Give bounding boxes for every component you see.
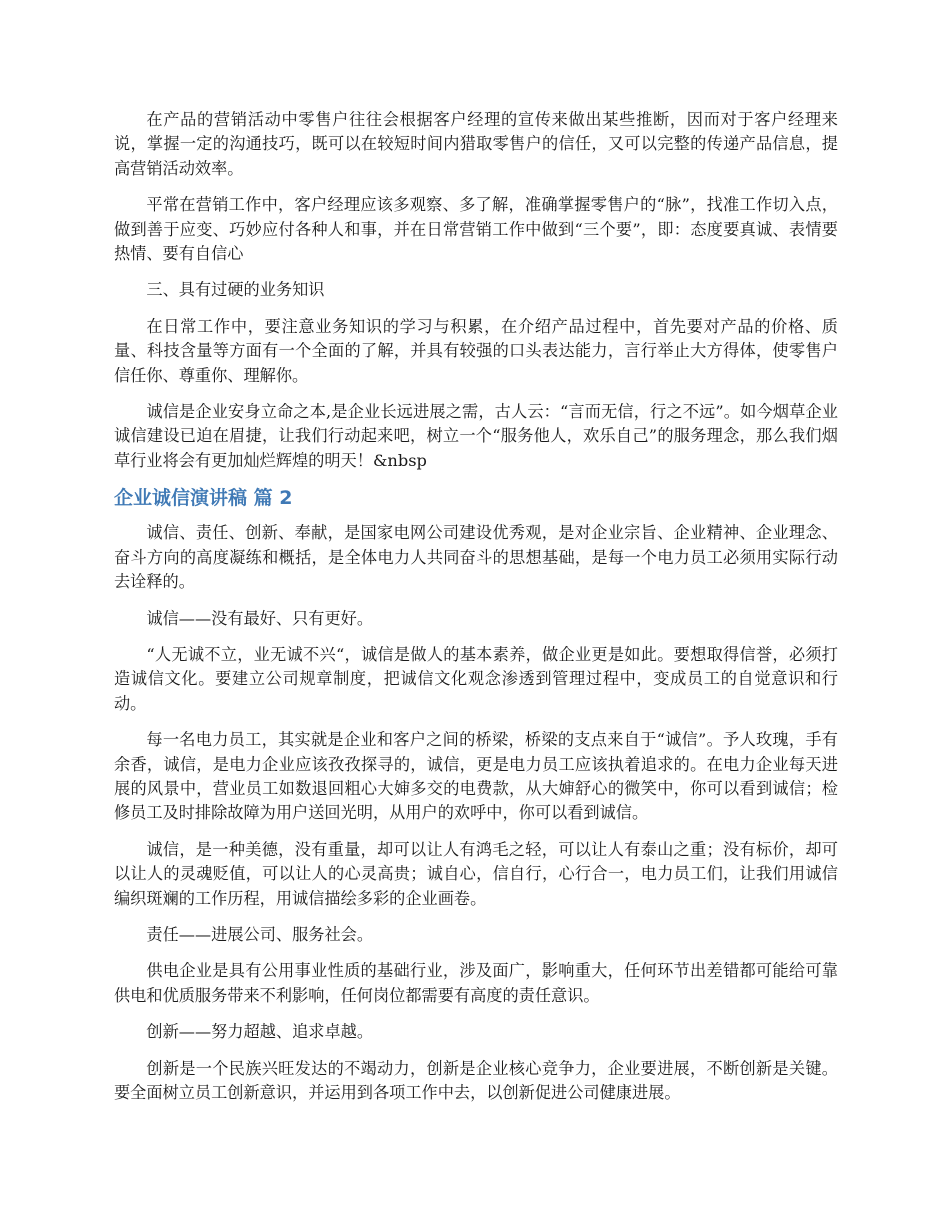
paragraph-innovation: 创新是一个民族兴旺发达的不竭动力，创新是企业核心竞争力，企业要进展，不断创新是关键。要全面树立员工创新意识，并运用到各项工作中去，以创新促进公司健康进展。 (114, 1058, 838, 1102)
paragraph-observe-retailers: 平常在营销工作中，客户经理应该多观察、多了解，准确掌握零售户的“脉”，找准工作切入点，做到善于应变、巧妙应付各种人和事，并在日常营销工作中做到“三个要”，即：态度要真诚、表情要热情、要有自信心 (114, 195, 838, 264)
paragraph-integrity-culture: “人无诚不立，业无诚不兴“，诚信是做人的基本素养，做企业更是如此。要想取得信誉，必须打造诚信文化。要建立公司规章制度，把诚信文化观念渗透到管理过程中，变成员工的自觉意识和行动。 (114, 644, 838, 713)
section-heading-speech-2: 企业诚信演讲稿 篇 2 (114, 487, 293, 510)
paragraph-responsibility-title: 责任——进展公司、服务社会。 (146, 924, 374, 944)
paragraph-integrity-conclusion: 诚信是企业安身立命之本,是企业长远进展之需，古人云：“言而无信，行之不远”。如今烟草企业诚信建设已迫在眉捷，让我们行动起来吧，树立一个“服务他人，欢乐自己”的服务理念，那么我们烟草行业将会有更加灿烂辉煌的明天！&nbsp (114, 402, 838, 470)
subheading-business-knowledge: 三、具有过硬的业务知识 (146, 280, 325, 300)
paragraph-communication-skills: 在产品的营销活动中零售户往往会根据客户经理的宣传来做出某些推断，因而对于客户经理来说，掌握一定的沟通技巧，既可以在较短时间内猎取零售户的信任，又可以完整的传递产品信息，提高营销活动效率。 (114, 110, 838, 178)
paragraph-core-values: 诚信、责任、创新、奉献，是国家电网公司建设优秀观，是对企业宗旨、企业精神、企业理念、奋斗方向的高度凝练和概括，是全体电力人共同奋斗的思想基础，是每一个电力员工必须用实际行动去诠释的。 (114, 523, 838, 592)
paragraph-innovation-title: 创新——努力超越、追求卓越。 (146, 1022, 374, 1042)
paragraph-virtue: 诚信，是一种美德，没有重量，却可以让人有鸿毛之轻，可以让人有泰山之重；没有标价，却可以让人的灵魂贬值，可以让人的心灵高贵；诚自心，信自行，心行合一，电力员工们，让我们用诚信编织斑斓的工作历程，用诚信描绘多彩的企业画卷。 (114, 839, 838, 908)
paragraph-responsibility: 供电企业是具有公用事业性质的基础行业，涉及面广，影响重大，任何环节出差错都可能给可靠供电和优质服务带来不利影响，任何岗位都需要有高度的责任意识。 (114, 961, 838, 1005)
paragraph-bridge: 每一名电力员工，其实就是企业和客户之间的桥梁，桥梁的支点来自于“诚信”。予人玫瑰，手有余香，诚信，是电力企业应该孜孜探寻的，诚信，更是电力员工应该执着追求的。在电力企业每天进展的风景中，营业员工如数退回粗心大婶多交的电费款，从大婶舒心的微笑中，你可以看到诚信；检修员工及时排除故障为用户送回光明，从用户的欢呼中，你可以看到诚信。 (114, 730, 838, 823)
paragraph-integrity-title: 诚信——没有最好、只有更好。 (146, 608, 374, 628)
paragraph-business-knowledge: 在日常工作中，要注意业务知识的学习与积累，在介绍产品过程中，首先要对产品的价格、质量、科技含量等方面有一个全面的了解，并具有较强的口头表达能力，言行举止大方得体，使零售户信任你、尊重你、理解你。 (114, 316, 838, 385)
